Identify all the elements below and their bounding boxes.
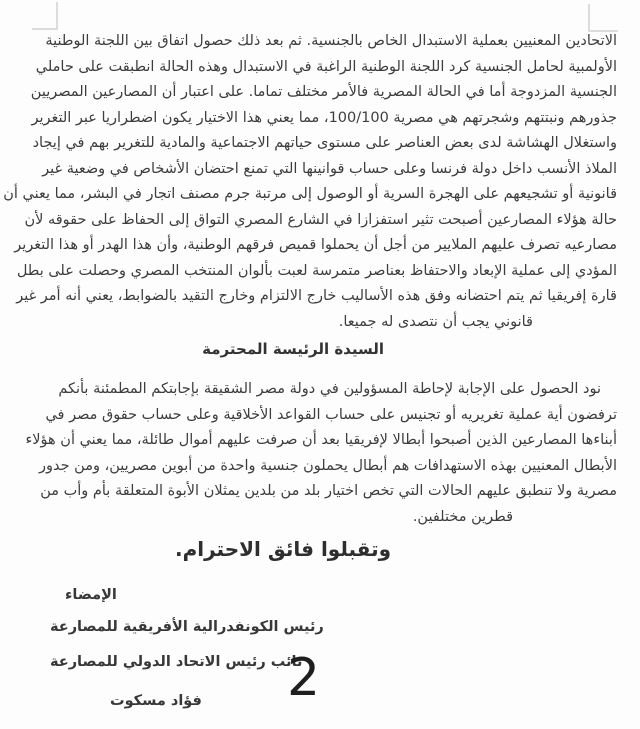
closing-salutation: وتقبلوا فائق الاحترام.: [175, 537, 392, 561]
signatory-name: فؤاد مسكوت: [110, 693, 202, 709]
signature-title-international-federation: نائب رئيس الاتحاد الدولي للمصارعة: [50, 654, 303, 670]
page-number: 2: [287, 648, 321, 708]
text-line: قانونية أو تشجيعهم على الهجرة السرية أو الوصول إلى مرتبة جرم مصنف اتجار في البشر، مما يعني أن: [3, 186, 617, 202]
text-line: الأبطال المعنيين بهذه الاستهدافات هم أبطال يحملون جنسية واحدة من أبوين مصريين، ومن جدور: [38, 457, 617, 474]
text-line: نود الحصول على الإجابة لإحاطة المسؤولين في دولة مصر الشقيقة بإجابتكم المطمئنة بأنكم: [58, 381, 601, 397]
text-line: قطرين مختلفين.: [412, 508, 513, 525]
text-line: مصارعيه تصرف عليهم الملايير من أجل أن يحملوا قميص فرقهم الوطنية، وأن هذا الهدر أو هذا التغرير: [14, 237, 617, 253]
text-line: حالة هؤلاء المصارعين أصبحت تثير استفزازا في الشارع المصري التواق إلى الحفاظ على حقوقه لأن: [24, 211, 617, 228]
text-line: جذورهم ونبتتهم وشجرتهم هي مصرية 100/100، مما يعني هذا الاختيار يكون اضطراريا عبر التغرير: [31, 109, 617, 126]
text-line: المؤدي إلى عملية الإبعاد والاحتفاظ بعناصر متمرسة لعبت بألوان المنتخب المصري وحصلت على بطل: [16, 262, 617, 279]
text-line: الاتحادين المعنيين بعملية الاستبدال الخاص بالجنسية. ثم بعد ذلك حصول اتفاق بين اللجنة الوطنية: [45, 33, 617, 49]
signature-label: الإمضاء: [65, 587, 117, 603]
text-line: مصرية ولا تنطبق عليهم الحالات التي تخص اختيار بلد من بلدين يمثلان الأبوة المتعلقة بأم وأب من: [40, 483, 617, 499]
text-line: قانوني يجب أن نتصدى له جميعا.: [338, 313, 533, 330]
text-line: الملاذ الأنسب داخل دولة فرنسا وعلى حساب قوانينها التي تمنع احتضان الأشخاص في وضعية غير: [42, 160, 617, 177]
text-line: الجنسية المزدوجة أما في الحالة المصرية فالأمر مختلف تماما. على اعتبار أن المصارعين المصريين: [30, 84, 617, 100]
paragraph-request: [24, 377, 617, 530]
text-line: قارة إفريقيا ثم يتم احتضانه وفق هذه الأساليب خارج الالتزام وخارج التقيد بالضوابط، يعني أنه أمر غير: [16, 288, 617, 304]
text-line: أبناءها المصارعين الذين أصبحوا أبطالا لإفريقيا بعد أن صرفت عليهم أموال طائلة، مما يعني أن هؤلاء: [25, 432, 617, 448]
signature-title-african-confederation: رئيس الكونفدرالية الأفريقية للمصارعة: [50, 619, 324, 635]
paragraph-continuation: [3, 29, 617, 335]
salutation-heading: السيدة الرئيسة المحترمة: [202, 340, 384, 358]
text-line: الأولمبية لحامل الجنسية كرد اللجنة الوطنية الراغبة في الاستبدال وهذه الحالة انطبقت على حاملي: [35, 58, 617, 75]
crop-corner-mark-right: [588, 4, 618, 32]
text-line: ترفضون أية عملية تغريريه أو تجنيس على حساب القواعد الأخلاقية وعلى حساب حقوق مصر في: [45, 406, 617, 423]
text-line: واستغلال الهشاشة لدى بعض العناصر على مستوى حياتهم الاجتماعية والمادية للتغرير بهم في إيجاد: [32, 135, 617, 151]
crop-corner-mark-left: [32, 2, 58, 30]
